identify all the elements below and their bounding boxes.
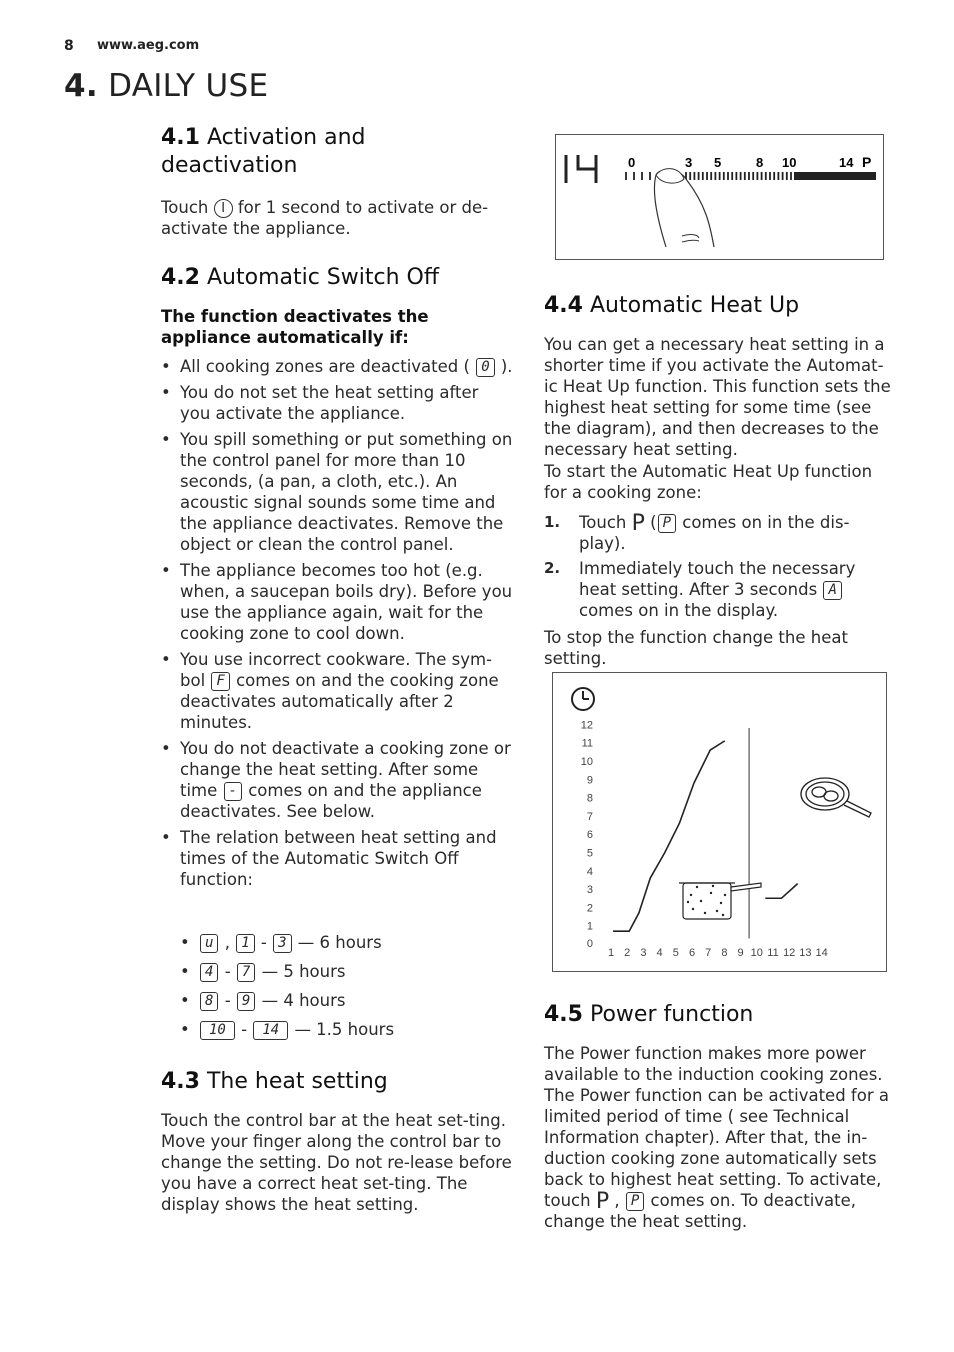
power-p-icon: P <box>631 511 645 536</box>
y-tick-label: 9 <box>586 774 593 787</box>
x-tick-label: 9 <box>737 947 744 959</box>
display-symbol: 4 <box>200 963 218 982</box>
step-item: 2. Immediately touch the necessary heat setting. After 3 seconds A comes on in the display. <box>544 559 856 620</box>
text: Touch <box>161 198 209 217</box>
section-4-1-heading <box>161 124 513 180</box>
y-tick-label: 3 <box>586 884 593 897</box>
y-tick-label: 2 <box>586 902 593 915</box>
x-tick-label: 5 <box>672 947 679 959</box>
scale-label-3: 3 <box>685 155 693 170</box>
section-4-4-p1: You can get a necessary heat setting in a shorter time if you activate the Automat-ic Heat Up function. This function sets the highest heat setting for some time (see the diagram), and then decreases to the necessary heat setting. <box>544 335 891 459</box>
site-url: www.aeg.com <box>97 38 200 53</box>
x-tick-label: 3 <box>640 947 647 959</box>
section-4-4-p3: To stop the function change the heat setting. <box>544 628 848 668</box>
section-number: 4.4 <box>544 293 583 318</box>
heat-up-chart <box>552 672 887 972</box>
chapter-number: 4. <box>64 68 98 104</box>
list-item: • The relation between heat setting and times of the Automatic Switch Off function: <box>161 827 513 890</box>
scale-label-8: 8 <box>756 155 764 170</box>
display-symbol: u <box>200 934 218 953</box>
list-item: • 10 - 14 — 1.5 hours <box>180 1019 510 1040</box>
x-tick-label: 10 <box>750 947 763 959</box>
x-tick-label: 1 <box>607 947 615 959</box>
step-item: 1. Touch P ( P comes on in the dis-play). <box>544 511 850 553</box>
list-item: • You use incorrect cookware. The sym-bol F comes on and the cooking zone deactivates automatically after 2 minutes. <box>161 649 513 733</box>
scale-ticks <box>626 172 791 180</box>
section-4-5-heading <box>544 1001 896 1029</box>
y-tick-label: 7 <box>586 810 593 823</box>
list-item: • The appliance becomes too hot (e.g. when, a saucepan boils dry). Before you use the appliance again, wait for the cooking zone to cool down. <box>161 560 513 644</box>
chapter-title <box>64 68 268 104</box>
x-tick-label: 7 <box>705 947 712 959</box>
list-item: • You do not set the heat setting after you activate the appliance. <box>161 382 513 424</box>
text: for 1 second to activate or de-activate the appliance. <box>161 198 489 238</box>
display-symbol: 9 <box>237 992 255 1011</box>
section-4-5-text: The Power function makes more power available to the induction cooking zones. The Power function can be activated for a limited period of time ( see Technical Information chapter). After that, the in-duction cooking zone automatically sets back to highest heat setting. To activate, touch P , P comes on. To deactivate, change the heat setting. <box>544 1044 889 1231</box>
list-item: • You do not deactivate a cooking zone or change the heat setting. After some time - comes on and the appliance deactivates. See below. <box>161 738 513 822</box>
x-tick-label: 6 <box>688 947 696 959</box>
display-symbol-p: P <box>658 514 676 533</box>
list-item: • 8 - 9 — 4 hours <box>180 990 510 1011</box>
heat-up-chart-svg <box>553 673 886 971</box>
display-symbol-dash: - <box>224 782 242 801</box>
pan-icon <box>801 778 871 817</box>
section-number: 4.3 <box>161 1069 200 1094</box>
display-symbol-0: 0 <box>476 358 494 377</box>
section-title: Automatic Switch Off <box>206 265 440 290</box>
section-title: Activation and <box>206 125 366 150</box>
x-tick-label: 11 <box>767 947 779 959</box>
list-item: • All cooking zones are deactivated ( 0 ). <box>161 356 513 377</box>
display-symbol: 10 <box>200 1021 235 1040</box>
y-tick-label: 0 <box>586 938 593 950</box>
heat-up-steps <box>544 512 896 625</box>
switch-off-times-list <box>180 932 510 1048</box>
list-item: • 4 - 7 — 5 hours <box>180 961 510 982</box>
display-symbol: 3 <box>273 934 291 953</box>
display-symbol-p: P <box>626 1192 644 1211</box>
control-bar-figure <box>555 134 884 260</box>
section-4-2-heading <box>161 264 513 292</box>
y-tick-label: 5 <box>586 847 593 860</box>
y-tick-label: 10 <box>580 756 593 768</box>
x-tick-label: 13 <box>799 947 812 959</box>
display-symbol-a: A <box>823 581 841 600</box>
section-number: 4.5 <box>544 1002 583 1027</box>
section-number: 4.2 <box>161 265 200 290</box>
section-4-3-heading <box>161 1068 513 1096</box>
section-4-4-heading <box>544 292 896 320</box>
section-4-2-intro: The function deactivates the appliance automatically if: <box>161 307 429 347</box>
x-tick-label: 8 <box>721 947 728 959</box>
scale-label-0: 0 <box>628 155 636 170</box>
display-symbol: 1 <box>236 934 254 953</box>
section-number: 4.1 <box>161 125 200 150</box>
chapter-name: DAILY USE <box>108 68 269 104</box>
section-title: Power function <box>589 1002 754 1027</box>
x-tick-label: 12 <box>783 947 796 959</box>
page-number: 8 <box>64 38 74 54</box>
section-4-4-p2: To start the Automatic Heat Up function for a cooking zone: <box>544 462 873 502</box>
series-line <box>765 884 797 899</box>
x-tick-label: 4 <box>656 947 663 959</box>
y-tick-label: 1 <box>586 920 593 933</box>
display-symbol-f: F <box>211 672 229 691</box>
y-tick-label: 8 <box>586 792 593 805</box>
section-4-1-text <box>161 197 513 239</box>
x-tick-label: 14 <box>815 947 828 959</box>
list-item: • You spill something or put something on the control panel for more than 10 seconds, (a pan, a cloth, etc.). An acoustic signal sounds some time and the appliance deactivates. Remove the object or clean the control panel. <box>161 429 513 555</box>
scale-label-p: P <box>862 154 872 170</box>
scale-label-5: 5 <box>714 155 722 170</box>
display-symbol: 8 <box>200 992 218 1011</box>
display-digits-icon <box>566 155 596 183</box>
y-tick-label: 4 <box>586 865 593 878</box>
x-tick-label: 2 <box>624 947 631 959</box>
clock-icon <box>572 688 594 710</box>
display-symbol: 14 <box>253 1021 288 1040</box>
switch-off-conditions-list <box>161 356 513 895</box>
scale-label-14: 14 <box>839 155 854 170</box>
y-tick-label: 11 <box>581 737 593 750</box>
control-bar-illustration <box>556 135 883 259</box>
scale-bar-fill <box>794 172 876 180</box>
power-on-icon: I <box>214 199 233 218</box>
section-title: The heat setting <box>206 1069 388 1094</box>
list-item: • u , 1 - 3 — 6 hours <box>180 932 510 953</box>
scale-label-10: 10 <box>782 155 797 170</box>
power-p-icon: P <box>595 1189 610 1214</box>
display-symbol: 7 <box>237 963 255 982</box>
y-tick-label: 6 <box>586 829 593 842</box>
section-4-3-text: Touch the control bar at the heat set-ting. Move your finger along the control bar to change the setting. Do not re-lease before you have a correct heat set-ting. The display shows the heat setting. <box>161 1111 512 1214</box>
section-title: Automatic Heat Up <box>589 293 800 318</box>
section-title-cont: deactivation <box>161 153 298 178</box>
y-tick-label: 12 <box>580 719 593 732</box>
